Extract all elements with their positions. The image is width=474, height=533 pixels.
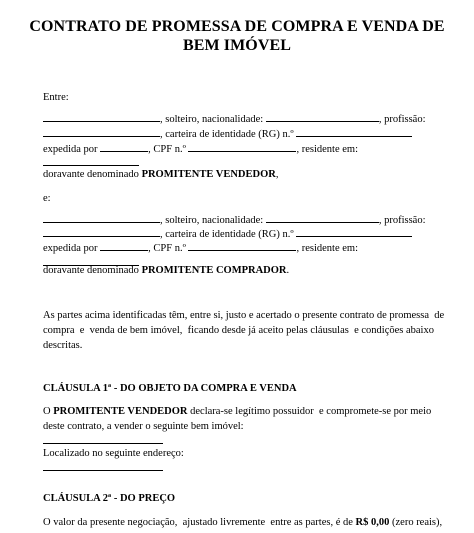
seller-address-blank: [43, 156, 139, 166]
seller-name-blank: [43, 112, 160, 122]
buyer-cpf-blank: [188, 241, 296, 251]
clause-1-heading: CLÁUSULA 1ª - DO OBJETO DA COMPRA E VENDA: [43, 383, 297, 394]
seller-issuer-blank: [100, 142, 148, 152]
seller-nationality-blank: [266, 112, 379, 122]
seller-rg-blank: [296, 127, 412, 137]
intro-paragraph-line-2: compra e venda de bem imóvel, ficando desde já aceito pelas cláusulas e condições abaixo: [43, 325, 434, 336]
property-address-blank: [43, 461, 163, 471]
clause-1-property-line: [43, 434, 163, 448]
seller-address-line: [43, 156, 139, 170]
seller-designation: doravante denominado PROMITENTE VENDEDOR,: [43, 169, 279, 180]
buyer-profession-blank: [43, 227, 160, 237]
clause-2-heading: CLÁUSULA 2ª - DO PREÇO: [43, 493, 176, 504]
seller-id-line: , carteira de identidade (RG) n.º: [43, 127, 412, 141]
buyer-id-line: , carteira de identidade (RG) n.º: [43, 227, 412, 241]
clause-1-line-2: deste contrato, a vender o seguinte bem imóvel:: [43, 421, 244, 432]
clause-1-located: Localizado no seguinte endereço:: [43, 448, 184, 459]
buyer-name-blank: [43, 213, 160, 223]
buyer-nationality-blank: [266, 213, 379, 223]
clause-2-line-1: O valor da presente negociação, ajustado livremente entre as partes, é de R$ 0,00 (zero reais),: [43, 517, 443, 528]
seller-profession-blank: [43, 127, 160, 137]
seller-cpf-line: expedida por , CPF n.º , residente em:: [43, 144, 359, 155]
entre-label: Entre:: [43, 92, 69, 103]
clause-1-address-line: [43, 461, 163, 475]
buyer-name-line: , solteiro, nacionalidade: , profissão:: [43, 213, 426, 227]
document-title-line-2: BEM IMÓVEL: [182, 37, 292, 54]
seller-name-line: , solteiro, nacionalidade: , profissão:: [43, 112, 426, 126]
buyer-rg-blank: [296, 227, 412, 237]
intro-paragraph-line-1: As partes acima identificadas têm, entre si, justo e acertado o presente contrato de promessa de: [43, 310, 445, 321]
buyer-designation: doravante denominado PROMITENTE COMPRADOR.: [43, 265, 290, 276]
intro-paragraph-line-3: descritas.: [43, 340, 83, 351]
buyer-cpf-line: expedida por , CPF n.º , residente em:: [43, 243, 359, 254]
seller-cpf-blank: [188, 142, 296, 152]
clause-1-line-1: O PROMITENTE VENDEDOR declara-se legítimo possuidor e compromete-se por meio: [43, 406, 432, 417]
document-title-line-1: CONTRATO DE PROMESSA DE COMPRA E VENDA DE: [29, 18, 445, 35]
property-blank: [43, 434, 163, 444]
buyer-issuer-blank: [100, 241, 148, 251]
e-label: e:: [43, 193, 51, 204]
